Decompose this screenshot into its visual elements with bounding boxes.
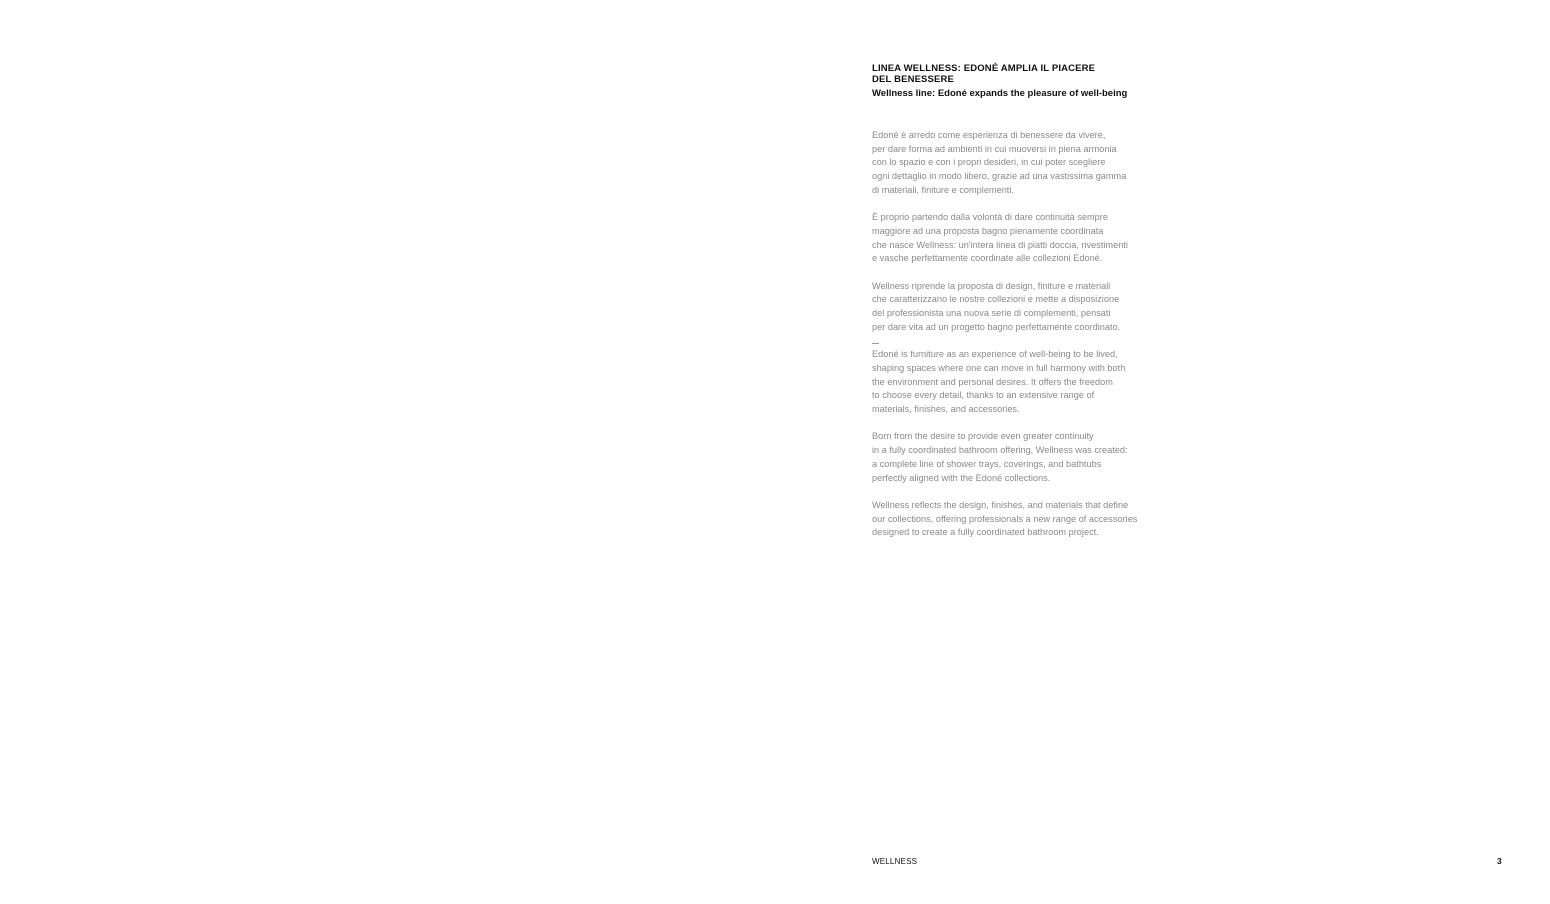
english-paragraph-2 bbox=[872, 430, 1152, 485]
page-subtitle: Wellness line: Edoné expands the pleasure of well-being bbox=[872, 88, 1128, 99]
text-line: perfectly aligned with the Edoné collections. bbox=[872, 472, 1051, 483]
page-title bbox=[872, 64, 1152, 85]
text-line: ogni dettaglio in modo libero, grazie ad una vastissima gamma bbox=[872, 171, 1127, 182]
text-line: maggiore ad una proposta bagno pienamente coordinata bbox=[872, 225, 1104, 236]
english-paragraph-1 bbox=[872, 348, 1152, 417]
text-line: Edoné is furniture as an experience of well-being to be lived, bbox=[872, 349, 1118, 360]
italian-paragraph-1 bbox=[872, 129, 1152, 198]
text-line: materials, finishes, and accessories. bbox=[872, 404, 1020, 415]
page-number: 3 bbox=[1497, 856, 1502, 866]
text-line: Edoné è arredo come esperienza di benessere da vivere, bbox=[872, 130, 1106, 140]
text-line: Wellness riprende la proposta di design, finiture e materiali bbox=[872, 280, 1111, 291]
text-line: to choose every detail, thanks to an extensive range of bbox=[872, 390, 1095, 401]
text-line: per dare vita ad un progetto bagno perfettamente coordinato. bbox=[872, 321, 1121, 332]
text-line: the environment and personal desires. It offers the freedom bbox=[872, 376, 1113, 387]
text-line: che nasce Wellness: un'intera linea di piatti doccia, rivestimenti bbox=[872, 239, 1128, 250]
text-line: shaping spaces where one can move in full harmony with both bbox=[872, 362, 1126, 373]
text-line: per dare forma ad ambienti in cui muoversi in piena armonia bbox=[872, 143, 1117, 154]
language-separator bbox=[872, 335, 880, 349]
text-line: a complete line of shower trays, coverings, and bathtubs bbox=[872, 458, 1102, 469]
text-line: di materiali, finiture e complementi. bbox=[872, 184, 1014, 195]
text-line: che caratterizzano le nostre collezioni e mette a disposizione bbox=[872, 294, 1120, 305]
english-paragraph-3 bbox=[872, 499, 1152, 540]
text-line: È proprio partendo dalla volontà di dare continuità sempre bbox=[872, 212, 1108, 223]
text-line: con lo spazio e con i propri desideri, in cui poter scegliere bbox=[872, 157, 1106, 168]
italian-paragraph-3 bbox=[872, 280, 1152, 349]
text-column bbox=[872, 64, 1152, 540]
body-text bbox=[872, 129, 1152, 540]
title-line: DEL BENESSERE bbox=[872, 73, 955, 85]
text-line: designed to create a fully coordinated bathroom project. bbox=[872, 527, 1099, 538]
text-line: Wellness reflects the design, finishes, and materials that define bbox=[872, 499, 1129, 510]
text-line: del professionista una nuova serie di complementi, pensati bbox=[872, 308, 1111, 319]
text-line: our collections, offering professionals a new range of accessories bbox=[872, 513, 1138, 524]
text-line: Born from the desire to provide even greater continuity bbox=[872, 431, 1094, 442]
footer-section-label: WELLNESS bbox=[872, 857, 918, 866]
italian-paragraph-2 bbox=[872, 211, 1152, 266]
title-line: LINEA WELLNESS: EDONÉ AMPLIA IL PIACERE bbox=[872, 63, 1096, 74]
text-line: in a fully coordinated bathroom offering, Wellness was created: bbox=[872, 445, 1128, 456]
text-line: e vasche perfettamente coordinate alle collezioni Edoné. bbox=[872, 253, 1103, 264]
